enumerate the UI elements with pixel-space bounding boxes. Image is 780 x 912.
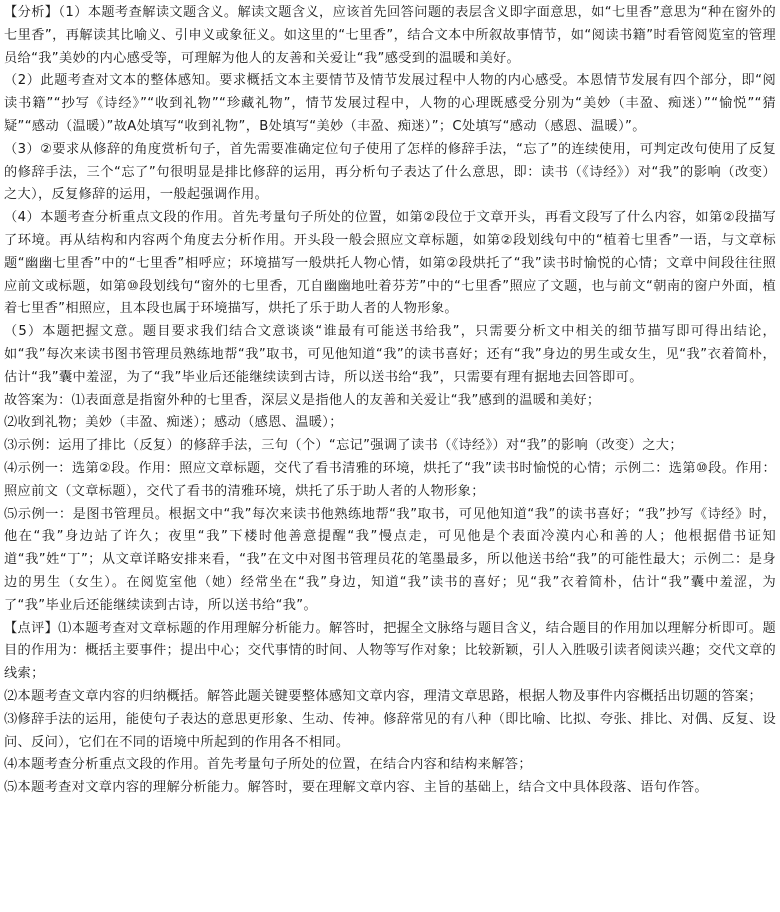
- answer-paragraph-3: ⑶示例：运用了排比（反复）的修辞手法，三句（个）“忘记”强调了读书（《诗经》）对“我”的影响（改变）之大；: [4, 438, 683, 454]
- analysis-paragraph-3: （3）②要求从修辞的角度赏析句子，首先需要准确定位句子使用了怎样的修辞手法，“忘了”的连续使用，可判定改句使用了反复的修辞手法，三个“忘了”句很明显是排比修辞的运用，再分析句子表达了什么意思，即：读书（《诗经》）对“我”的影响（改变）之大），反复修辞的运用，一般起强调作用。: [4, 141, 776, 203]
- answer-paragraph-5: ⑸示例一：是图书管理员。根据文中“我”每次来读书他熟练地帮“我”取书，可见他知道“我”的读书喜好；“我”抄写《诗经》时，他在“我”身边站了许久；夜里“我”下楼时他善意提醒“我”慢点走，可见他是个表面冷漠内心和善的人；他根据借书证知道“我”姓“丁”；从文章详略安排来看，“我”在文中对图书管理员花的笔墨最多，所以他送书给“我”的可能性最大；示例二：是身边的男生（女生）。在阅览室他（她）经常坐在“我”身边，知道“我”读书的喜好；见“我”衣着简朴，估计“我”囊中羞涩，为了“我”毕业后还能继续读到古诗，所以送书给“我”。: [4, 506, 776, 613]
- analysis-paragraph-4: （4）本题考查分析重点文段的作用。首先考量句子所处的位置，如第②段位于文章开头，再看文段写了什么内容，如第②段描写了环境。再从结构和内容两个角度去分析作用。开头段一般会照应文章标题，如第②段划线句中的“植着七里香”一语，与文章标题“幽幽七里香”中的“七里香”相呼应；环境描写一般烘托人物心情，如第②段烘托了“我”读书时愉悦的心情；文章中间段往往照应前文或标题，如第⑩段划线句“窗外的七里香，兀自幽幽地吐着芬芳”中的“七里香”照应了文题，也与前文“朝南的窗户外面，植着七里香”相照应，且本段也属于环境描写，烘托了乐于助人者的人物形象。: [4, 210, 776, 317]
- answer-paragraph-1: 故答案为：⑴表面意是指窗外种的七里香，深层义是指他人的友善和关爱让“我”感到的温暖和美好；: [4, 392, 601, 408]
- comment-paragraph-2: ⑵本题考查文章内容的归纳概括。解答此题关键要整体感知文章内容，理清文章思路，根据人物及事件内容概括出切题的答案；: [4, 688, 763, 704]
- comment-paragraph-4: ⑷本题考查分析重点文段的作用。首先考量句子所处的位置，在结合内容和结构来解答；: [4, 757, 532, 773]
- answer-paragraph-4: ⑷示例一：选第②段。作用：照应文章标题，交代了看书清雅的环境，烘托了“我”读书时愉悦的心情；示例二：选第⑩段。作用：照应前文（文章标题），交代了看书的清雅环境，烘托了乐于助人者的人物形象；: [4, 460, 776, 499]
- analysis-paragraph-1: 【分析】（1）本题考查解读文题含义。解读文题含义，应该首先回答问题的表层含义即字面意思，如“七里香”意思为“种在窗外的七里香”，再解读其比喻义、引申义或象征义。如这里的“七里香”，结合文本中所叙故事情节，如“阅读书籍”时看管阅览室的管理员给“我”美妙的内心感受等，可理解为他人的友善和关爱让“我”感受到的温暖和美好。: [4, 5, 776, 66]
- comment-paragraph-3: ⑶修辞手法的运用，能使句子表达的意思更形象、生动、传神。修辞常见的有八种（即比喻、比拟、夸张、排比、对偶、反复、设问、反问），它们在不同的语境中所起到的作用各不相同。: [4, 711, 776, 750]
- answer-section: [4, 390, 776, 618]
- analysis-section: [4, 2, 776, 390]
- comment-section: [4, 618, 776, 800]
- analysis-paragraph-2: （2）此题考查对文本的整体感知。要求概括文本主要情节及情节发展过程中人物的内心感受。本恩情节发展有四个部分，即“阅读书籍”“抄写《诗经》”“收到礼物”“珍藏礼物”，情节发展过程中，人物的心理既感受分别为“美妙（丰盈、痴迷）”“愉悦”“猜疑”“感动（温暖）”故A处填写“收到礼物”，B处填写“美妙（丰盈、痴迷）”；C处填写“感动（感恩、温暖）”。: [4, 73, 776, 134]
- analysis-paragraph-5: （5）本题把握文意。题目要求我们结合文意谈谈“谁最有可能送书给我”，只需要分析文中相关的细节描写即可得出结论，如“我”每次来读书图书管理员熟练地帮“我”取书，可见他知道“我”的读书喜好；还有“我”身边的男生或女生，见“我”衣着简朴，估计“我”囊中羞涩，为了“我”毕业后还能继续读到古诗，所以送书给“我”，只需要有理有据地去回答即可。: [4, 324, 776, 385]
- comment-paragraph-1: 【点评】⑴本题考查对文章标题的作用理解分析能力。解答时，把握全文脉络与题目含义，结合题目的作用加以理解分析即可。题目的作用为：概括主要事件；提出中心；交代事情的时间、人物等写作对象；比较新颖，引人入胜吸引读者阅读兴趣；交代文章的线索；: [4, 620, 776, 682]
- answer-paragraph-2: ⑵收到礼物；美妙（丰盈、痴迷）；感动（感恩、温暖）；: [4, 415, 343, 431]
- comment-paragraph-5: ⑸本题考查对文章内容的理解分析能力。解答时，要在理解文章内容、主旨的基础上，结合文中具体段落、语句作答。: [4, 780, 708, 796]
